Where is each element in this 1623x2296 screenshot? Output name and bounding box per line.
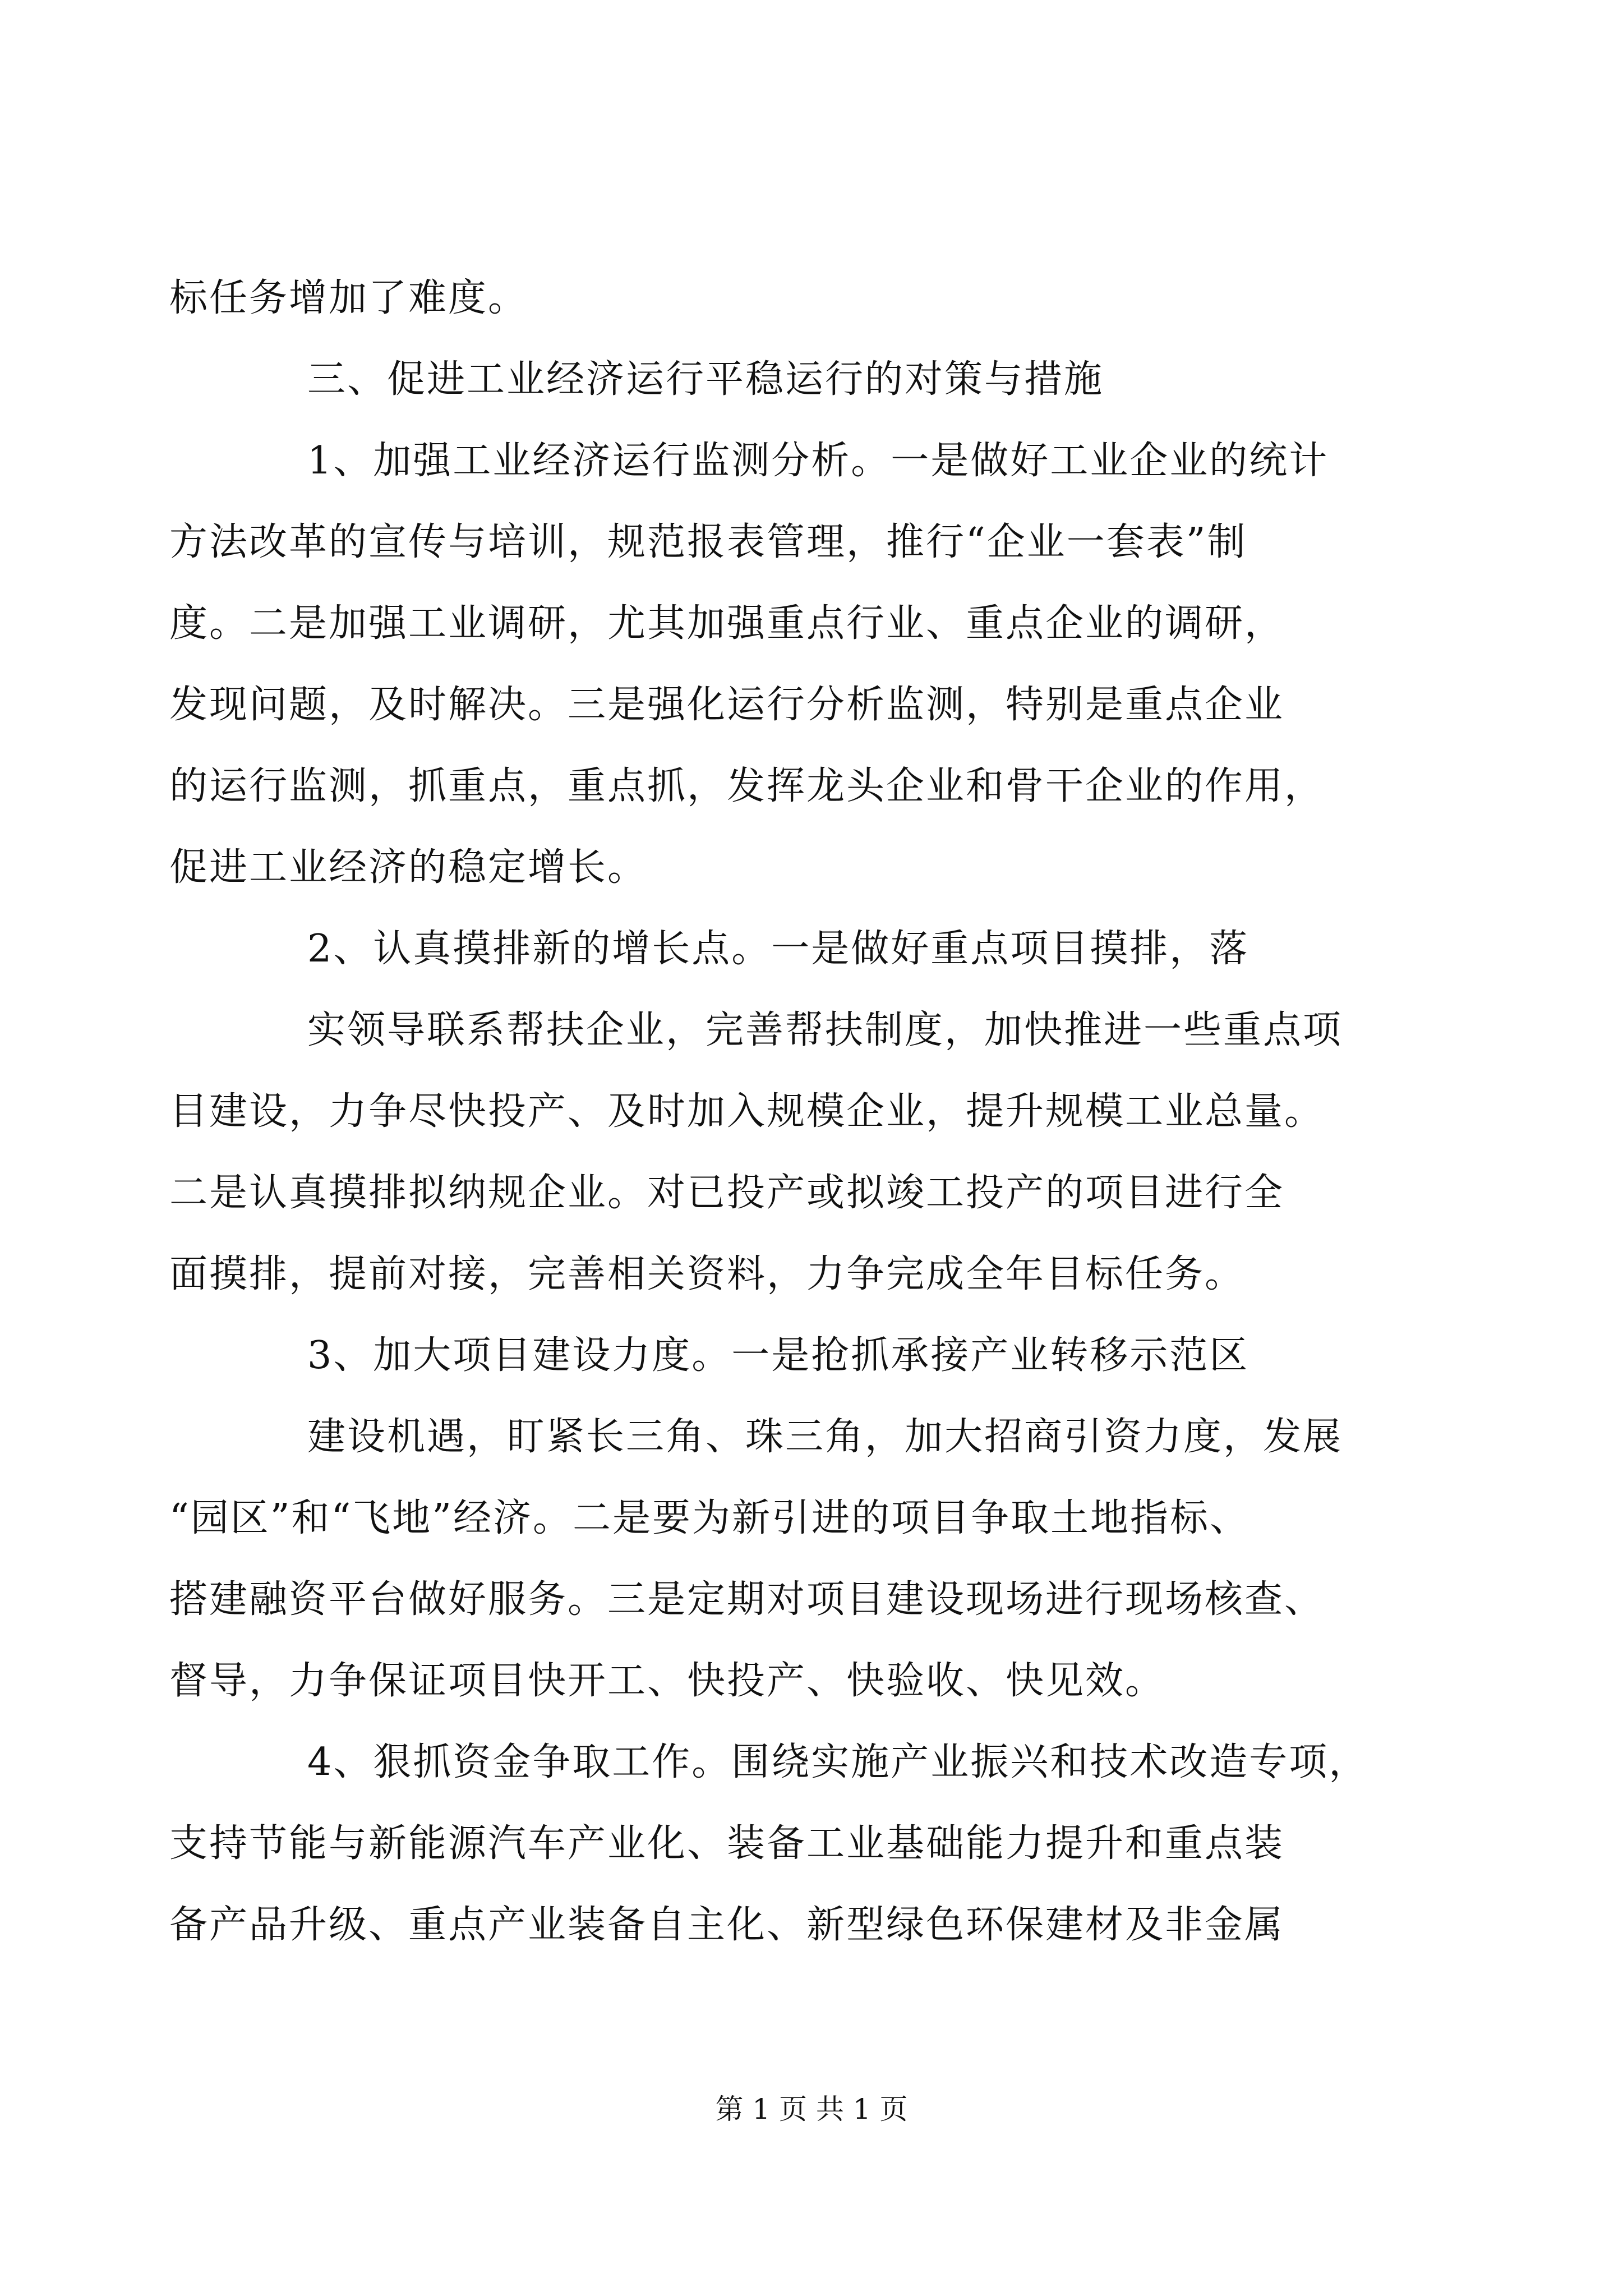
text-line-10: 实领导联系帮扶企业，完善帮扶制度，加快推进一些重点项: [307, 1008, 1343, 1052]
section-heading: 三、促进工业经济运行平稳运行的对策与措施: [307, 357, 1104, 402]
text-line-16: “园区”和“飞地”经济。二是要为新引进的项目争取土地指标、: [169, 1496, 1250, 1540]
text-line-11: 目建设，力争尽快投产、及时加入规模企业，提升规模工业总量。: [169, 1089, 1325, 1134]
text-line-1: 标任务增加了难度。: [169, 276, 528, 320]
text-line-13: 面摸排，提前对接，完善相关资料，力争完成全年目标任务。: [169, 1252, 1245, 1296]
text-line-19: 4、狠抓资金争取工作。围绕实施产业振兴和技术改造专项，: [307, 1740, 1369, 1784]
text-line-15: 建设机遇，盯紧长三角、珠三角，加大招商引资力度，发展: [307, 1415, 1343, 1459]
text-line-8: 促进工业经济的稳定增长。: [169, 845, 648, 890]
text-line-3: 1、加强工业经济运行监测分析。一是做好工业企业的统计: [307, 439, 1329, 483]
text-line-17: 搭建融资平台做好服务。三是定期对项目建设现场进行现场核查、: [169, 1577, 1325, 1622]
text-line-14: 3、加大项目建设力度。一是抢抓承接产业转移示范区: [307, 1333, 1249, 1378]
text-line-7: 的运行监测，抓重点，重点抓，发挥龙头企业和骨干企业的作用，: [169, 764, 1325, 808]
page-number-footer: 第 1 页 共 1 页: [715, 2093, 908, 2125]
text-line-4: 方法改革的宣传与培训，规范报表管理，推行“企业一套表”制: [169, 520, 1247, 564]
text-line-18: 督导，力争保证项目快开工、快投产、快验收、快见效。: [169, 1659, 1165, 1703]
text-line-20: 支持节能与新能源汽车产业化、装备工业基础能力提升和重点装: [169, 1821, 1285, 1866]
text-line-9: 2、认真摸排新的增长点。一是做好重点项目摸排，落: [307, 927, 1249, 971]
text-line-21: 备产品升级、重点产业装备自主化、新型绿色环保建材及非金属: [169, 1903, 1285, 1947]
text-line-12: 二是认真摸排拟纳规企业。对已投产或拟竣工投产的项目进行全: [169, 1171, 1285, 1215]
text-line-5: 度。二是加强工业调研，尤其加强重点行业、重点企业的调研，: [169, 601, 1285, 646]
text-line-6: 发现问题，及时解决。三是强化运行分析监测，特别是重点企业: [169, 683, 1285, 727]
